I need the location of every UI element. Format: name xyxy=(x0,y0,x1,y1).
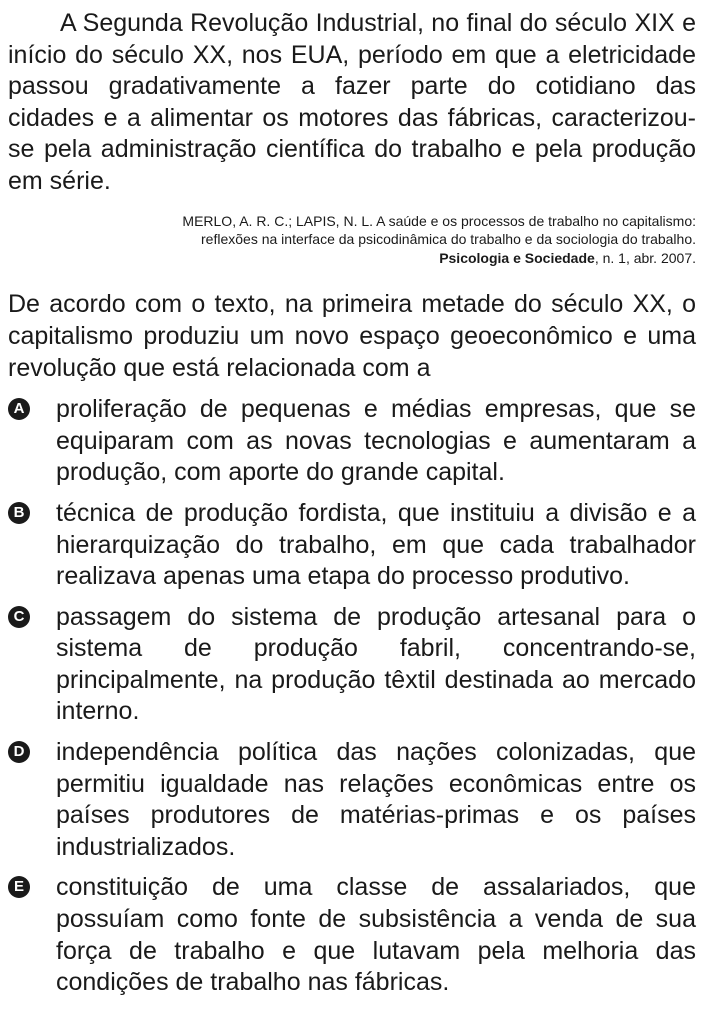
option-b[interactable] xyxy=(8,498,696,593)
option-a-text: proliferação de pequenas e médias empresas, que se equiparam com as novas tecnologias e aumentaram a produção, com aporte do grande capital. xyxy=(56,395,696,487)
citation-journal-details: , n. 1, abr. 2007. xyxy=(594,249,696,266)
option-c-badge[interactable]: C xyxy=(8,606,30,628)
option-c[interactable] xyxy=(8,602,696,728)
citation-subtitle-line: reflexões na interface da psicodinâmica do trabalho e da sociologia do trabalho. xyxy=(201,231,696,248)
citation xyxy=(8,212,696,268)
citation-journal: Psicologia e Sociedade xyxy=(439,249,595,266)
option-b-text: técnica de produção fordista, que instituiu a divisão e a hierarquização do trabalho, em que cada trabalhador realizava apenas uma etapa do processo produtivo. xyxy=(56,498,696,591)
option-e-text: constituição de uma classe de assalariados, que possuíam como fonte de subsistência a venda de sua força de trabalho e que lutavam pela melhoria das condições de trabalho nas fábricas. xyxy=(56,873,696,997)
option-a[interactable] xyxy=(8,394,696,489)
question-stem: De acordo com o texto, na primeira metade do século XX, o capitalismo produziu um novo espaço geoeconômico e uma revolução que está relacionada com a xyxy=(8,290,696,382)
passage-text: A Segunda Revolução Industrial, no final do século XIX e início do século XX, nos EUA, período em que a eletricidade passou gradativamente a fazer parte do cotidiano das cidades e a alimentar os motores das fábricas, caracterizou-se pela administração científica do trabalho e pela produção em série. xyxy=(8,9,696,195)
option-d-text: independência política das nações colonizadas, que permitiu igualdade nas relações econômicas entre os países produtores de matérias-primas e os países industrializados. xyxy=(56,738,696,861)
option-a-badge[interactable]: A xyxy=(8,398,30,420)
option-e[interactable] xyxy=(8,872,696,998)
option-d-badge[interactable]: D xyxy=(8,741,30,763)
option-b-badge[interactable]: B xyxy=(8,502,30,524)
citation-authors-line: MERLO, A. R. C.; LAPIS, N. L. A saúde e os processos de trabalho no capitalismo: xyxy=(182,212,696,229)
option-d[interactable] xyxy=(8,737,696,863)
option-e-badge[interactable]: E xyxy=(8,876,30,898)
citation-source-line xyxy=(8,249,696,268)
answer-options xyxy=(8,394,696,999)
option-c-text: passagem do sistema de produção artesanal para o sistema de produção fabril, concentrando-se, principalmente, na produção têxtil destinada ao mercado interno. xyxy=(56,602,696,726)
